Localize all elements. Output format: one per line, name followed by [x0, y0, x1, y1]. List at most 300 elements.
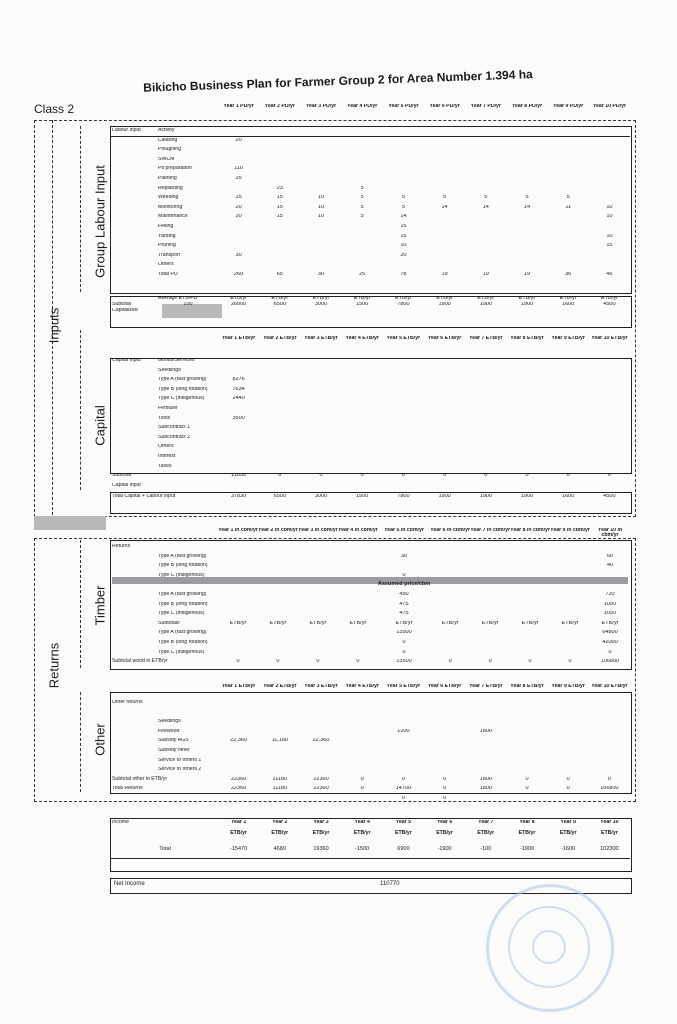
- empty-cell: [112, 611, 158, 621]
- value-cell: [548, 767, 589, 777]
- etb-header: ETB/yr: [477, 296, 495, 301]
- empty-cell: [424, 444, 465, 454]
- empty-cell: [342, 483, 383, 493]
- year-header: Year 1 in cbm/yr: [218, 528, 258, 533]
- empty-cell: [470, 602, 510, 612]
- empty-cell: [112, 186, 158, 196]
- value-cell: [383, 166, 424, 176]
- column-header: Goods/Services: [158, 358, 195, 363]
- year-header: Year 9: [560, 820, 576, 825]
- empty-cell: [506, 416, 547, 426]
- value-cell: [342, 166, 383, 176]
- empty-cell: [510, 544, 550, 554]
- subtotal-cell: 1900: [520, 301, 534, 307]
- empty-cell: [470, 582, 510, 592]
- empty-cell: [548, 406, 589, 416]
- empty-cell: [424, 416, 465, 426]
- etb-header: ETB/yr: [353, 830, 371, 837]
- etb-header: ETB/yr: [395, 830, 412, 837]
- empty-cell: [258, 650, 298, 660]
- capital-grid: [112, 336, 630, 492]
- empty-cell: [589, 796, 630, 806]
- empty-cell: [506, 796, 547, 806]
- total-cell: 3000: [314, 494, 328, 499]
- etb-header: ETB/yr: [394, 296, 412, 301]
- value-cell: 260: [234, 271, 244, 277]
- other-grid: [112, 684, 630, 806]
- value-cell: 14: [523, 204, 531, 210]
- value-cell: [465, 176, 506, 186]
- year-header: Year 2: [272, 820, 288, 825]
- value-cell: 5: [401, 195, 405, 201]
- etb-header: ETB/yr: [271, 830, 289, 837]
- empty-cell: [548, 416, 589, 426]
- empty-cell: [465, 368, 506, 378]
- empty-cell: [158, 528, 218, 538]
- value-cell: [300, 719, 341, 729]
- value-cell: [218, 454, 259, 464]
- total-cell: 22360: [230, 786, 247, 792]
- year-header: Year 9 in cbm/yr: [550, 528, 590, 533]
- value-cell: [218, 147, 259, 157]
- activity-label: Planting: [158, 175, 177, 181]
- empty-cell: [342, 368, 383, 378]
- value-cell: 25: [235, 175, 242, 181]
- total-cell: 0: [525, 786, 529, 792]
- value-cell: [548, 224, 589, 234]
- empty-cell: [589, 444, 630, 454]
- value-cell: [589, 719, 630, 729]
- year-header: Year 4 PD/yr: [347, 104, 378, 109]
- empty-cell: [112, 738, 158, 748]
- subtotal-cell: 106800: [600, 659, 620, 665]
- empty-cell: [342, 435, 383, 445]
- goods-label: Fertilizer: [158, 405, 178, 411]
- empty-cell: [506, 444, 547, 454]
- empty-cell: [259, 128, 300, 138]
- value-cell: 20: [235, 137, 242, 143]
- etb-header: ETB/yr: [309, 620, 327, 626]
- empty-cell: [300, 483, 341, 493]
- empty-cell: [300, 435, 341, 445]
- value-cell: [259, 719, 300, 729]
- empty-cell: [112, 454, 158, 464]
- empty-cell: [158, 700, 218, 710]
- column-header: Labour input: [112, 128, 141, 133]
- value-cell: [465, 224, 506, 234]
- subtotal-cell: 0: [443, 473, 447, 479]
- year-header: Year 5: [395, 820, 412, 825]
- income-total-cell: -1600: [561, 845, 576, 852]
- etb-header: ETB/yr: [441, 620, 459, 626]
- empty-cell: [112, 582, 158, 592]
- empty-cell: [424, 710, 465, 720]
- value-cell: 475: [399, 601, 409, 607]
- empty-cell: [342, 796, 383, 806]
- empty-cell: [506, 406, 547, 416]
- value-cell: [342, 748, 383, 758]
- value-cell: [300, 253, 341, 263]
- goods-label: Others: [158, 444, 174, 450]
- value-cell: [300, 138, 341, 148]
- empty-cell: [589, 710, 630, 720]
- empty-cell: [589, 368, 630, 378]
- value-cell: [300, 748, 341, 758]
- empty-cell: [424, 425, 465, 435]
- avg-value: 100: [183, 301, 193, 307]
- subtotal-cell: 0: [356, 659, 360, 665]
- value-cell: [548, 262, 589, 272]
- empty-cell: [550, 602, 590, 612]
- value-cell: 475: [399, 611, 409, 617]
- value-cell: [424, 738, 465, 748]
- empty-cell: [258, 602, 298, 612]
- value-cell: [465, 758, 506, 768]
- empty-cell: [112, 825, 218, 836]
- empty-cell: [548, 464, 589, 474]
- year-header: Year 8 in cbm/yr: [510, 528, 550, 533]
- empty-cell: [506, 464, 547, 474]
- etb-header: ETB/yr: [521, 620, 539, 626]
- empty-cell: [298, 650, 338, 660]
- empty-cell: [548, 700, 589, 710]
- empty-cell: [378, 544, 430, 554]
- empty-cell: [298, 630, 338, 640]
- value-cell: [300, 262, 341, 272]
- empty-cell: [506, 483, 547, 493]
- value-cell: [218, 435, 259, 445]
- value-cell: [465, 262, 506, 272]
- empty-cell: [550, 554, 590, 564]
- empty-cell: [430, 582, 470, 592]
- empty-cell: [338, 582, 378, 592]
- activity-label: Monitoring: [158, 204, 183, 210]
- value-cell: [589, 138, 630, 148]
- empty-cell: [338, 630, 378, 640]
- empty-cell: [112, 602, 158, 612]
- total-cell: 0: [566, 786, 570, 792]
- value-cell: [548, 738, 589, 748]
- value-cell: [589, 738, 630, 748]
- empty-cell: [383, 710, 424, 720]
- empty-cell: [298, 602, 338, 612]
- value-cell: [383, 138, 424, 148]
- value-cell: [383, 147, 424, 157]
- empty-cell: [506, 368, 547, 378]
- other-label: Subsidy AGS: [158, 738, 189, 744]
- value-cell: [383, 738, 424, 748]
- page-title: Bikicho Business Plan for Farmer Group 2 for Area Number 1.394 ha: [143, 67, 533, 95]
- type-label: Type B (long rotation): [158, 601, 208, 607]
- empty-cell: [112, 563, 158, 573]
- value-cell: 1200: [397, 728, 410, 734]
- empty-cell: [259, 368, 300, 378]
- total-cell: 106800: [600, 786, 619, 792]
- value-cell: 5: [360, 204, 364, 210]
- empty-cell: [589, 416, 630, 426]
- empty-cell: [298, 573, 338, 583]
- year-header: Year 7: [478, 820, 494, 825]
- etb-header: ETB/yr: [477, 830, 495, 837]
- value-cell: [342, 253, 383, 263]
- empty-cell: [424, 368, 465, 378]
- income-grid: [112, 820, 630, 852]
- year-header: Year 8 ETB/yr: [510, 336, 544, 341]
- subtotal-cell: 0: [278, 473, 282, 479]
- empty-cell: [510, 563, 550, 573]
- value-cell: 5: [484, 195, 488, 201]
- value-cell: 14: [441, 204, 448, 210]
- value-cell: [218, 758, 259, 768]
- empty-cell: [550, 630, 590, 640]
- value-cell: [218, 157, 259, 167]
- empty-cell: [218, 563, 258, 573]
- value-cell: [548, 748, 589, 758]
- type-label: Type B (long rotation): [158, 563, 208, 569]
- etb-header: ETB/yr: [312, 830, 330, 837]
- empty-cell: [424, 377, 465, 387]
- value-cell: [383, 758, 424, 768]
- value-cell: [218, 719, 259, 729]
- subtotal-cell: 0: [566, 776, 570, 782]
- etb-header: ETB/yr: [312, 296, 330, 301]
- value-cell: [465, 243, 506, 253]
- value-cell: [589, 186, 630, 196]
- value-cell: [300, 166, 341, 176]
- year-header: Year 6: [436, 820, 453, 825]
- empty-cell: [158, 786, 218, 796]
- income-total-cell: 19360: [313, 845, 329, 852]
- empty-cell: [112, 147, 158, 157]
- value-cell: 15: [276, 195, 283, 201]
- total-cell: 22360: [313, 786, 329, 792]
- etb-header: ETB/yr: [559, 830, 577, 837]
- income-total-label: Total: [159, 845, 171, 852]
- empty-cell: [258, 573, 298, 583]
- total-cell: 0: [360, 786, 364, 792]
- empty-cell: [218, 573, 258, 583]
- empty-cell: [218, 554, 258, 564]
- empty-cell: [550, 573, 590, 583]
- empty-cell: [218, 582, 258, 592]
- year-header: Year 7 PD/yr: [470, 104, 501, 109]
- subtotal-label: Subtotal other in ETB/yr: [112, 775, 168, 782]
- activity-label: Pit preparation: [158, 166, 192, 172]
- empty-cell: [259, 796, 300, 806]
- value-cell: [424, 719, 465, 729]
- value-cell: [548, 253, 589, 263]
- empty-cell: [300, 710, 341, 720]
- empty-cell: [300, 406, 341, 416]
- subtotal-cell: 0: [360, 776, 364, 782]
- etb-header: ETB/yr: [271, 296, 289, 301]
- empty-cell: [259, 377, 300, 387]
- subtotal-label: Subtotal: [112, 301, 132, 307]
- empty-cell: [298, 554, 338, 564]
- type-label: Type A (fast growing): [158, 591, 207, 597]
- empty-cell: [589, 700, 630, 710]
- empty-cell: [506, 435, 547, 445]
- value-cell: [589, 253, 630, 263]
- value-cell: 0: [402, 649, 406, 655]
- empty-cell: [465, 435, 506, 445]
- value-cell: [424, 214, 465, 224]
- value-cell: [218, 767, 259, 777]
- value-cell: [589, 758, 630, 768]
- empty-cell: [112, 368, 158, 378]
- class-label: Class 2: [34, 102, 75, 116]
- year-header: Year 10 ETB/yr: [591, 336, 628, 341]
- empty-cell: [589, 358, 630, 368]
- empty-cell: [158, 659, 218, 669]
- empty-cell: [465, 464, 506, 474]
- year-header: Year 2 ETB/yr: [263, 684, 297, 689]
- value-cell: [424, 147, 465, 157]
- empty-cell: [300, 377, 341, 387]
- empty-cell: [112, 104, 158, 114]
- etb-header: ETB/yr: [349, 620, 367, 626]
- year-header: Year 1 PD/yr: [223, 104, 254, 109]
- value-cell: 20: [235, 204, 242, 210]
- value-cell: [506, 157, 547, 167]
- value-cell: 7634: [232, 386, 245, 392]
- extra-cell: 0: [443, 795, 447, 801]
- empty-cell: [589, 435, 630, 445]
- empty-cell: [112, 684, 158, 694]
- empty-cell: [112, 796, 158, 806]
- empty-cell: [112, 630, 158, 640]
- income-total-cell: -1900: [437, 845, 452, 852]
- subtotal-cell: 0: [488, 659, 492, 665]
- empty-cell: [300, 368, 341, 378]
- goods-label: Subcontract 1: [158, 425, 191, 431]
- subtotal-wood-label: Subtotal wood in ETB/yr: [112, 658, 168, 665]
- empty-cell: [218, 630, 258, 640]
- value-cell: [506, 243, 547, 253]
- value-cell: [259, 157, 300, 167]
- value-cell: 10: [317, 195, 325, 201]
- empty-cell: [259, 308, 300, 314]
- subtotal-cell: 22360: [230, 776, 247, 782]
- type-label: Type A (fast growing): [158, 630, 207, 636]
- empty-cell: [589, 377, 630, 387]
- empty-cell: [158, 483, 218, 493]
- year-header: Year 6 PD/yr: [429, 104, 460, 109]
- income-total-cell: 4680: [273, 845, 286, 852]
- empty-cell: [259, 396, 300, 406]
- value-cell: 720: [605, 591, 615, 597]
- value-cell: [589, 262, 630, 272]
- empty-cell: [112, 435, 158, 445]
- empty-cell: [424, 387, 465, 397]
- empty-cell: [342, 377, 383, 387]
- value-cell: [465, 234, 506, 244]
- value-cell: [383, 719, 424, 729]
- total-cell: 7800: [397, 494, 410, 499]
- timber-grid: [112, 528, 630, 669]
- empty-cell: [258, 554, 298, 564]
- total-cell: 1900: [479, 494, 492, 499]
- value-cell: 10: [317, 214, 325, 220]
- value-cell: [259, 224, 300, 234]
- year-header: Year 7 ETB/yr: [469, 684, 503, 689]
- total-cell: 6500: [273, 494, 286, 499]
- empty-cell: [424, 700, 465, 710]
- year-header: Year 10 in cbm/yr: [597, 528, 623, 539]
- income-total-cell: -15470: [230, 845, 248, 852]
- value-cell: 5: [566, 195, 570, 201]
- value-cell: 10: [606, 214, 613, 220]
- empty-cell: [259, 358, 300, 368]
- empty-cell: [589, 464, 630, 474]
- empty-cell: [589, 483, 630, 493]
- empty-cell: [470, 592, 510, 602]
- year-header: Year 2 in cbm/yr: [258, 528, 298, 533]
- empty-cell: [258, 630, 298, 640]
- empty-cell: [112, 243, 158, 253]
- empty-cell: [112, 621, 158, 631]
- empty-cell: [259, 435, 300, 445]
- value-cell: 3500: [232, 415, 245, 421]
- empty-cell: [510, 573, 550, 583]
- empty-cell: [258, 563, 298, 573]
- subtotal-cell: 11180: [272, 776, 288, 782]
- empty-cell: [430, 563, 470, 573]
- empty-cell: [112, 748, 158, 758]
- value-cell: [465, 767, 506, 777]
- empty-cell: [112, 464, 158, 474]
- empty-cell: [465, 454, 506, 464]
- empty-cell: [342, 425, 383, 435]
- value-cell: [342, 234, 383, 244]
- empty-cell: [218, 308, 259, 314]
- value-cell: [589, 748, 630, 758]
- empty-cell: [300, 425, 341, 435]
- empty-cell: [218, 796, 259, 806]
- value-cell: [589, 195, 630, 205]
- empty-cell: [548, 387, 589, 397]
- year-header: Year 7 in cbm/yr: [470, 528, 510, 533]
- activity-label: Pruning: [158, 243, 176, 249]
- year-header: Year 2 ETB/yr: [263, 336, 297, 341]
- value-cell: [378, 563, 430, 573]
- activity-label: Felling: [158, 223, 174, 229]
- subtotal-cell: 0: [443, 776, 447, 782]
- empty-cell: [465, 396, 506, 406]
- value-cell: [548, 719, 589, 729]
- empty-cell: [259, 425, 300, 435]
- goods-label: Taxes: [158, 463, 172, 469]
- total-cell: 37830: [230, 494, 247, 499]
- value-cell: [424, 767, 465, 777]
- value-cell: [300, 767, 341, 777]
- subtotal-cell: 3000: [314, 301, 328, 307]
- value-cell: [465, 748, 506, 758]
- value-cell: 36: [565, 271, 572, 277]
- empty-cell: [300, 444, 341, 454]
- empty-cell: [112, 336, 158, 346]
- etb-header: ETB/yr: [518, 296, 536, 301]
- value-cell: [590, 573, 630, 583]
- empty-cell: [258, 592, 298, 602]
- value-cell: 5: [401, 204, 405, 210]
- empty-cell: [548, 425, 589, 435]
- empty-cell: [338, 592, 378, 602]
- value-cell: [259, 758, 300, 768]
- value-cell: [506, 214, 547, 224]
- value-cell: [218, 262, 259, 272]
- empty-cell: [383, 454, 424, 464]
